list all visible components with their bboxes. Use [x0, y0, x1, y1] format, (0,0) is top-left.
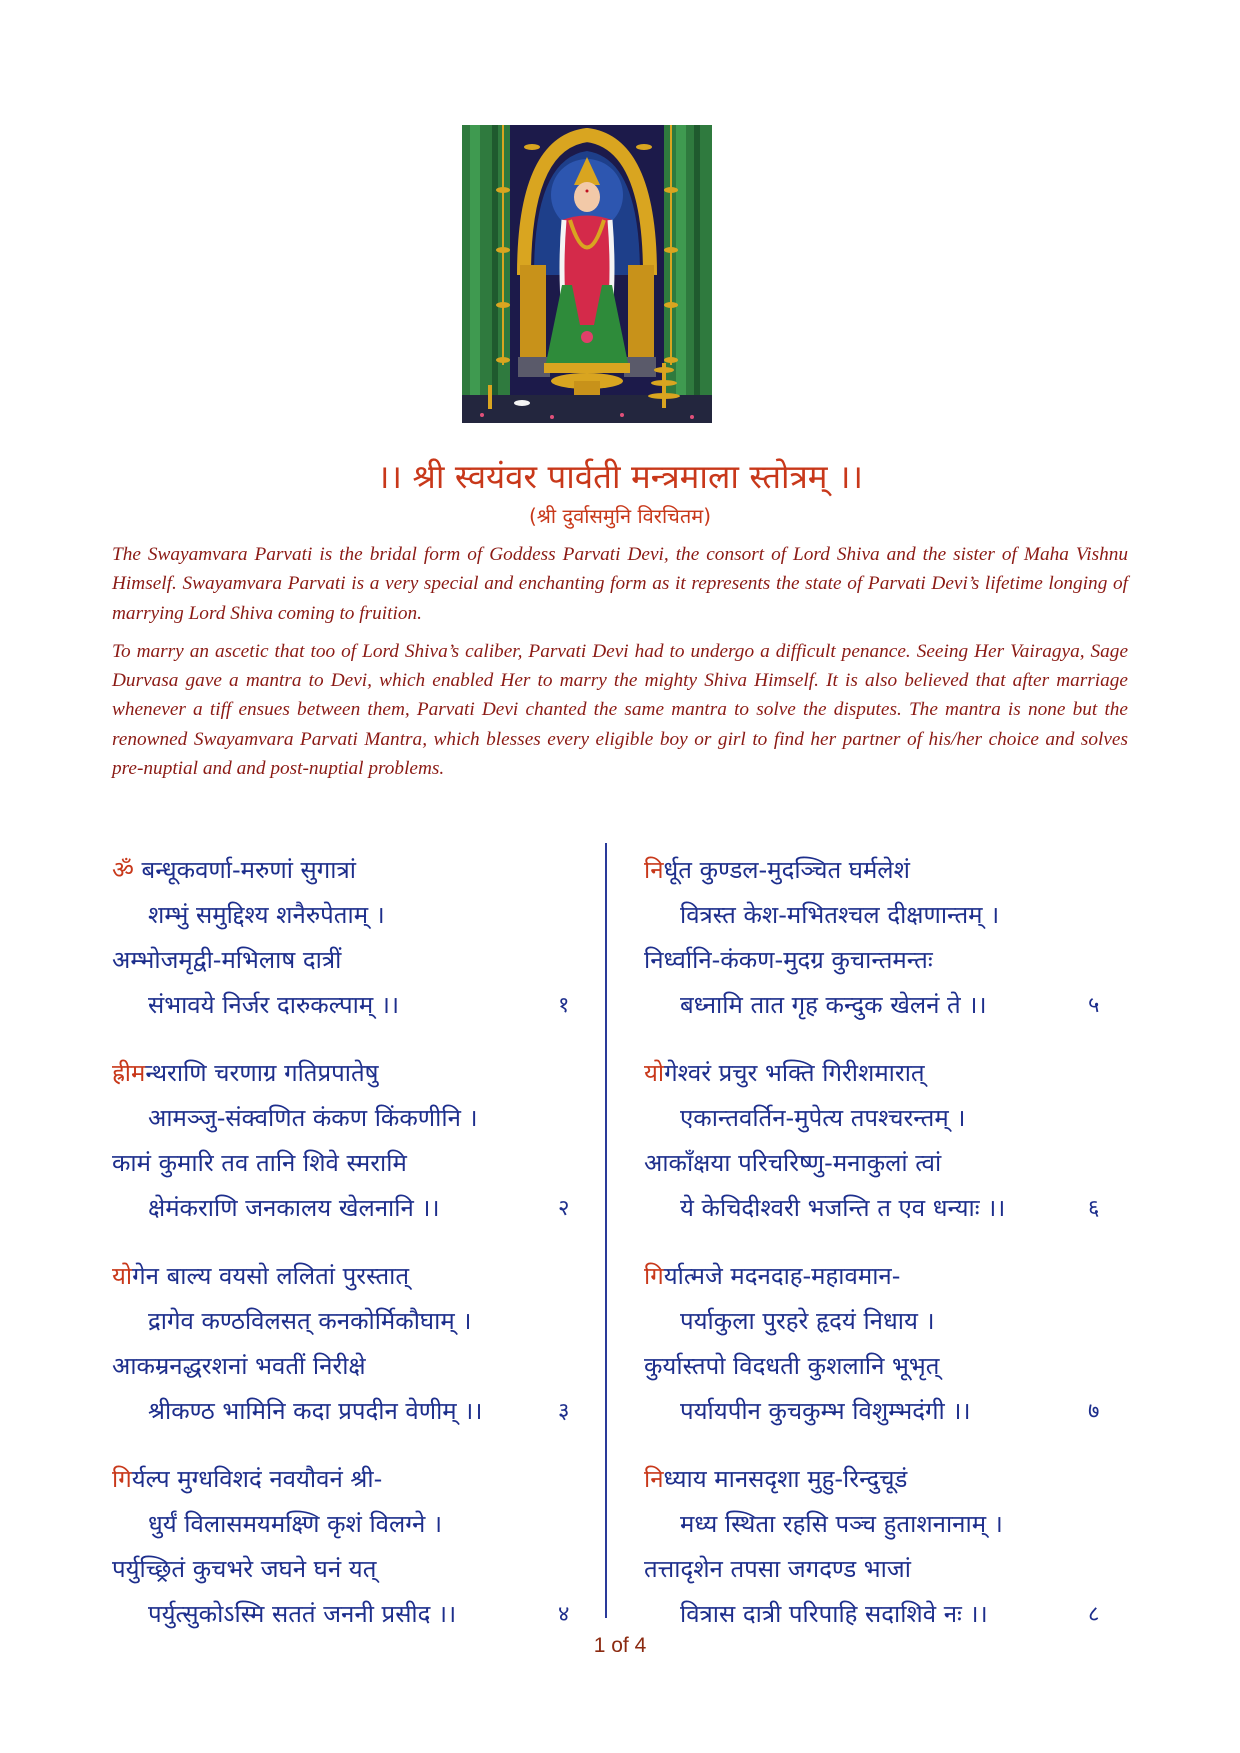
verse-line: बध्नामि तात गृह कन्दुक खेलनं ते ।। ५: [644, 983, 1114, 1028]
verse-line: द्रागेव कण्ठविलसत् कनकोर्मिकौघाम् ।: [148, 1307, 472, 1335]
verses-right-column: [644, 848, 1114, 1660]
verse-line: कामं कुमारि तव तानि शिवे स्मरामि: [112, 1149, 407, 1177]
verse-number: २: [558, 1196, 570, 1221]
intro-text: [112, 540, 1128, 792]
verse-3: [112, 1254, 612, 1457]
verse-line: तत्तादृशेन तपसा जगदण्ड भाजां: [644, 1555, 911, 1583]
verse-line: निध्याय मानसदृशा मुहु-रिन्दुचूडं: [644, 1465, 908, 1493]
swayamvara-parvati-illustration: [462, 125, 712, 423]
verse-highlight: यो: [644, 1059, 665, 1087]
verse-8: [644, 1457, 1114, 1660]
verse-6: [644, 1051, 1114, 1254]
verse-line: आकाँक्षया परिचरिष्णु-मनाकुलां त्वां: [644, 1149, 942, 1177]
verse-highlight: यो: [112, 1262, 133, 1290]
verse-highlight: गि: [112, 1465, 132, 1493]
verse-7: [644, 1254, 1114, 1457]
verse-line: पर्युच्छ्रितं कुचभरे जघने घनं यत्: [112, 1555, 377, 1583]
verse-line: संभावये निर्जर दारुकल्पाम् ।। १: [112, 983, 612, 1028]
verse-4: [112, 1457, 612, 1660]
verse-highlight: ह्रीम: [112, 1059, 146, 1087]
verse-line: वित्रस्त केश-मभितश्चल दीक्षणान्तम् ।: [680, 901, 1000, 929]
verse-number: १: [558, 993, 570, 1018]
verse-line: शम्भुं समुद्दिश्य शनैरुपेताम् ।: [148, 901, 385, 929]
verse-line: ॐ बन्धूकवर्णा-मरुणां सुगात्रां: [112, 856, 356, 884]
verse-line: गिर्यल्प मुग्धविशदं नवयौवनं श्री-: [112, 1465, 383, 1493]
verse-line: आमञ्जु-संक्वणित कंकण किंकणीनि ।: [148, 1104, 478, 1132]
verse-highlight: ॐ: [112, 856, 142, 884]
verses-left-column: [112, 848, 612, 1660]
page-indicator: 1 of 4: [593, 1634, 647, 1657]
verse-line: गिर्यात्मजे मदनदाह-महावमान-: [644, 1262, 901, 1290]
intro-paragraph: To marry an ascetic that too of Lord Shiva’s caliber, Parvati Devi had to undergo a difficult penance. Seeing Her Vairagya, Sage Durvasa gave a mantra to Devi, which enabled Her to marry the mighty Shiva Himself. It is also believed that after marriage whenever a tiff ensues between them, Parvati Devi chanted the same mantra to solve the disputes. The mantra is none but the renowned Swayamvara Parvati Mantra, which blesses every eligible boy or girl to find her partner of his/her choice and solves pre-nuptial and and post-nuptial problems.: [112, 640, 1128, 780]
verse-line: पर्युत्सुकोऽस्मि सततं जननी प्रसीद ।। ४: [112, 1592, 612, 1637]
verse-number: ५: [1088, 993, 1100, 1018]
verse-line: योगेश्वरं प्रचुर भक्ति गिरीशमारात्: [644, 1059, 925, 1087]
deity-image: [462, 125, 712, 423]
verse-number: ७: [1088, 1399, 1100, 1424]
page-subtitle: (श्री दुर्वासमुनि विरचितम): [528, 504, 712, 528]
verse-line: निर्धूत कुण्डल-मुदञ्चित घर्मलेशं: [644, 856, 910, 884]
verse-2: [112, 1051, 612, 1254]
page-title: ।। श्री स्वयंवर पार्वती मन्त्रमाला स्तोत्रम् ।।: [376, 457, 864, 496]
verse-line: धुर्यं विलासमयमक्ष्णि कृशं विलग्ने ।: [148, 1510, 443, 1538]
verse-number: ३: [558, 1399, 570, 1424]
verse-line: पर्याकुला पुरहरे हृदयं निधाय ।: [680, 1307, 935, 1335]
verse-line: मध्य स्थिता रहसि पञ्च हुताशनानाम् ।: [680, 1510, 1003, 1538]
verse-1: [112, 848, 612, 1051]
verse-line: अम्भोजमृद्वी-मभिलाष दात्रीं: [112, 946, 342, 974]
verse-line: क्षेमंकराणि जनकालय खेलनानि ।। २: [112, 1186, 612, 1231]
verse-line: योगेन बाल्य वयसो ललितां पुरस्तात्: [112, 1262, 410, 1290]
verse-line: वित्रास दात्री परिपाहि सदाशिवे नः ।। ८: [644, 1592, 1114, 1637]
verse-line: एकान्तवर्तिन-मुपेत्य तपश्चरन्तम् ।: [680, 1104, 966, 1132]
verse-number: ४: [558, 1602, 570, 1627]
verse-line: श्रीकण्ठ भामिनि कदा प्रपदीन वेणीम् ।। ३: [112, 1389, 612, 1434]
verse-line: कुर्यास्तपो विदधती कुशलानि भूभृत्: [644, 1352, 940, 1380]
intro-paragraph: The Swayamvara Parvati is the bridal form of Goddess Parvati Devi, the consort of Lord Shiva and the sister of Maha Vishnu Himself. Swayamvara Parvati is a very special and enchanting form as it represents the state of Parvati Devi’s lifetime longing of marrying Lord Shiva coming to fruition.: [112, 544, 1128, 624]
verse-number: ६: [1088, 1196, 1100, 1221]
verse-highlight: गि: [644, 1262, 664, 1290]
verse-line: आकम्रनद्धरशनां भवतीं निरीक्षे: [112, 1352, 366, 1380]
verse-line: ये केचिदीश्वरी भजन्ति त एव धन्याः ।। ६: [644, 1186, 1114, 1231]
verse-highlight: नि: [644, 856, 664, 884]
verse-line: पर्यायपीन कुचकुम्भ विशुम्भदंगी ।। ७: [644, 1389, 1114, 1434]
verse-5: [644, 848, 1114, 1051]
verse-line: निर्ध्वानि-कंकण-मुदग्र कुचान्तमन्तः: [644, 946, 933, 974]
verse-highlight: नि: [644, 1465, 664, 1493]
verse-line: ह्रीमन्थराणि चरणाग्र गतिप्रपातेषु: [112, 1059, 379, 1087]
verse-number: ८: [1088, 1602, 1100, 1627]
